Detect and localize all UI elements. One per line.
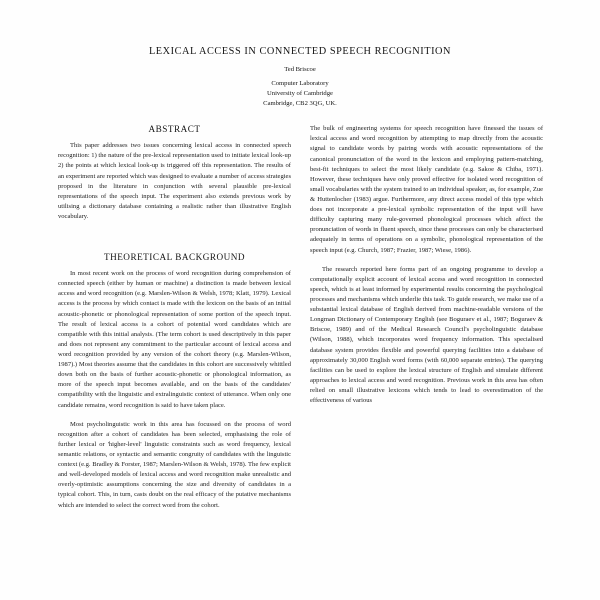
author-name: Ted Briscoe [284, 66, 316, 73]
body-paragraph-2: Most psycholinguistic work in this area has focussed on the process of word recognition after a cohort of candidates has been selected, emphasising the role of further lexical or 'higher-level' linguistic constraints such as word frequency, lexical semantic relations, or syntactic and semantic congruity of candidates with the linguistic context (e.g. Bradley & Forster, 1987; Marslen-Wilson & Welsh, 1978). The few explicit and well-developed models of lexical access and word recognition make unrealistic and overly-optimistic assumptions concerning the size and diversity of candidates in a typical cohort. This, in turn, casts doubt on the real efficacy of the putative mechanisms which are intended to select the correct word from the cohort. [58, 420, 291, 509]
affiliation-line-2: University of Cambridge [267, 89, 333, 97]
affiliation-line-3: Cambridge, CB2 3QG, UK. [263, 99, 337, 107]
affiliation-line-1: Computer Laboratory [271, 80, 329, 87]
page-title: LEXICAL ACCESS IN CONNECTED SPEECH RECOGNITION [148, 46, 452, 57]
right-column [310, 124, 543, 406]
left-column [58, 124, 291, 510]
author-affiliation [58, 79, 542, 108]
body-paragraph-3: The bulk of engineering systems for speech recognition have finessed the issues of lexical access and word recognition by attempting to map directly from the acoustic signal to candidate words by pairing words with acoustic representations of the canonical pronunciation of the word in the lexicon and employing pattern-matching, best-fit techniques to select the most likely candidate (e.g. Sakoe & Chiba, 1971). However, these techniques have only proved effective for isolated word recognition of small vocabularies with the system trained to an individual speaker, as, for example, Zue & Huttenlocher (1983) argue. Furthermore, any direct access model of this type which does not incorporate a pre-lexical symbolic representation of the input will have difficulty capturing many rule-governed phonological processes which affect the pronunciation of words in fluent speech, since these processes can only be characterised adequately in terms of operations on a symbolic, phonological representation of the speech input (e.g. Church, 1987; Frazier, 1987; Wiese, 1986). [310, 125, 543, 254]
body-paragraph-1: In most recent work on the process of word recognition during comprehension of connected speech (either by human or machine) a distinction is made between lexical access and word recognition (e.g. Marslen-Wilson & Welsh, 1978; Klatt, 1979). Lexical access is the process by which contact is made with the lexicon on the basis of an initial acoustic-phonetic or phonological representation of some portion of the speech input. The result of lexical access is a cohort of potential word candidates which are compatible with this initial analysis. (The term cohort is used descriptively in this paper and does not represent any commitment to the particular account of lexical access and word recognition provided by any version of the cohort theory (e.g. Marslen-Wilson, 1987).) Most theories assume that the candidates in this cohort are successively whittled down both on the basis of further acoustic-phonetic or phonological information, as more of the speech input becomes available, and on the basis of the candidates' compatibility with the linguistic and extralinguistic context of utterance. When only one candidate remains, word recognition is said to have taken place. [58, 270, 291, 409]
abstract-paragraph: This paper addresses two issues concerning lexical access in connected speech recognition: 1) the nature of the pre-lexical representation used to initiate lexical look-up 2) the points at which lexical look-up is triggered off this representation. The results of an experiment are reported which was designed to evaluate a number of access strategies proposed in the literature in conjunction with several plausible pre-lexical representations of the speech input. The experiment also extends previous work by utilising a dictionary database containing a realistic rather than illustrative English vocabulary. [58, 142, 291, 221]
section-spacer [58, 231, 291, 237]
body-paragraph-4: The research reported here forms part of an ongoing programme to develop a computationally explicit account of lexical access and word recognition in connected speech, which is at least informed by experimental results concerning the psychological processes and mechanisms which underlie this task. To guide research, we make use of a substantial lexical database of English derived from machine-readable versions of the Longman Dictionary of Contemporary English (see Boguraev et al., 1987; Boguraev & Briscoe, 1989) and of the Medical Research Council's psycholinguistic database (Wilson, 1988), which incorporates word frequency information. This specialised database system provides flexible and powerful querying facilities into a database of approximately 30,000 English word forms (with 60,000 separate entries). The querying facilities can be used to explore the lexical structure of English and simulate different approaches to lexical access and word recognition. Previous work in this area has often relied on small illustrative lexicons which tends to lead to overestimation of the effectiveness of various [310, 265, 543, 405]
theoretical-background-heading: THEORETICAL BACKGROUND [103, 252, 246, 263]
abstract-heading: ABSTRACT [148, 124, 201, 135]
two-column-body [58, 124, 542, 510]
